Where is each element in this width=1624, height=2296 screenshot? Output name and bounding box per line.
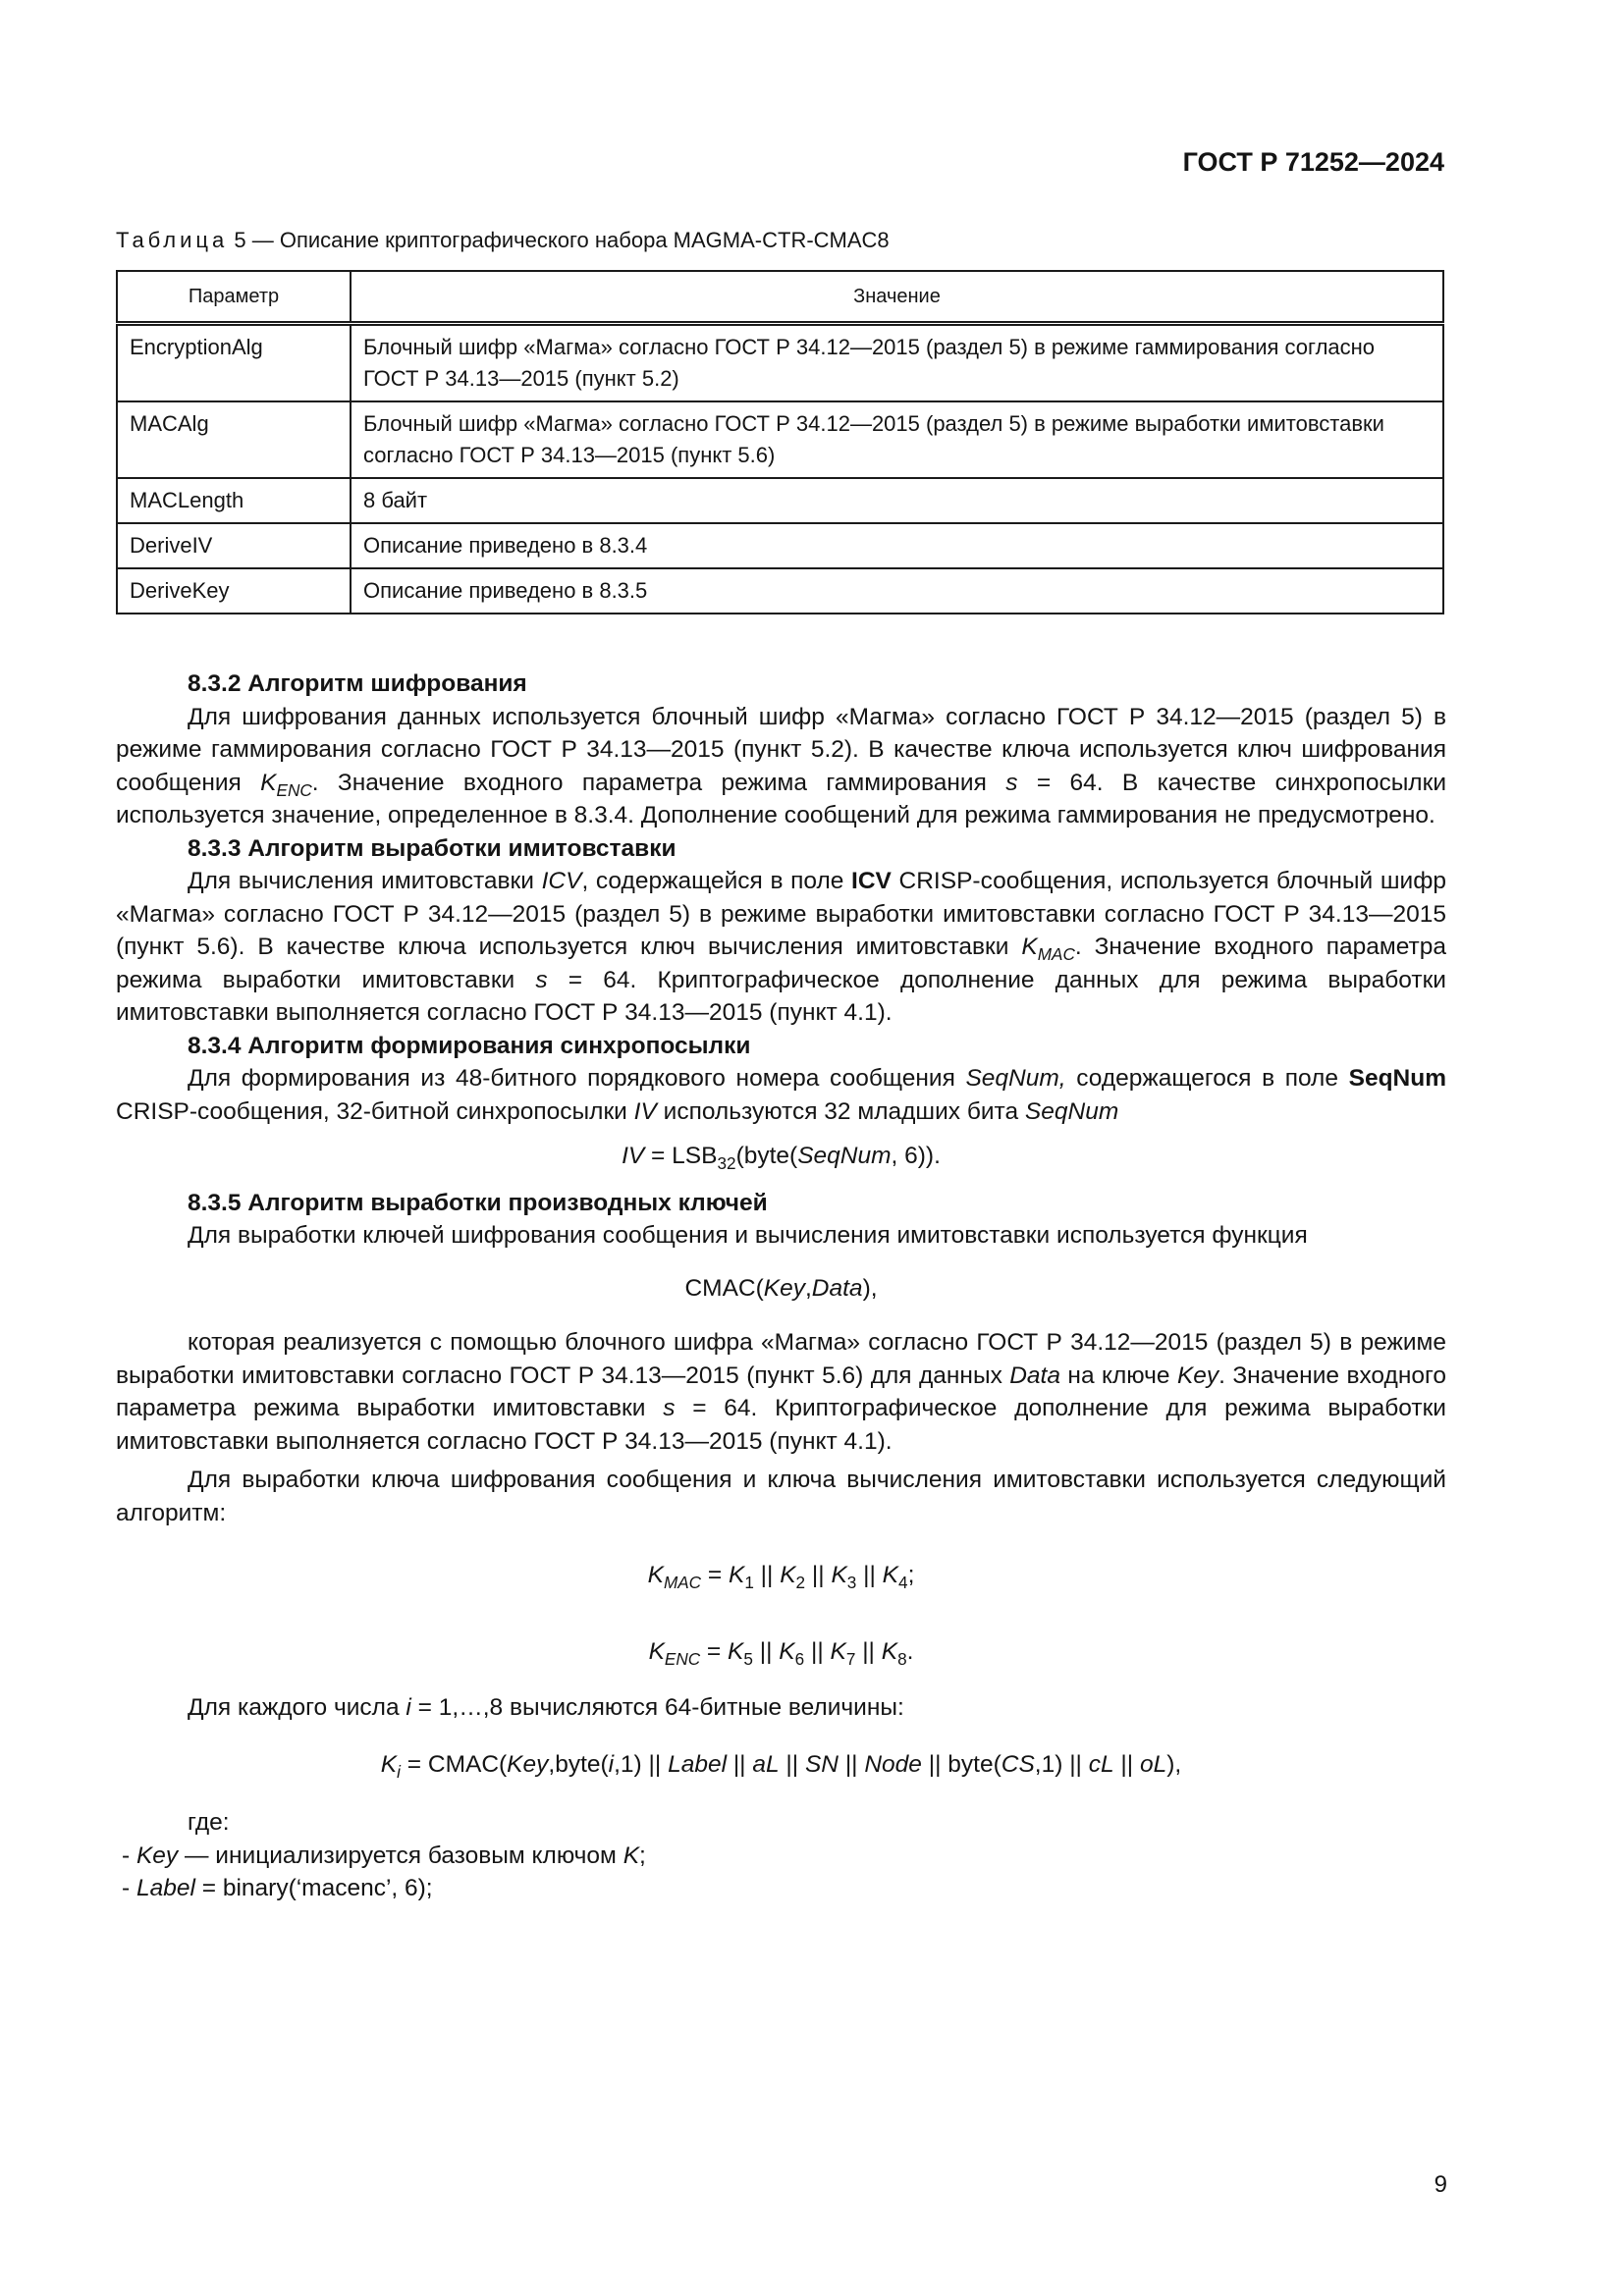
- text: используются 32 младших бита: [656, 1097, 1025, 1125]
- text: . Значение входного параметра режима выработки имитовставки: [116, 934, 1447, 993]
- text: = LSB: [644, 1143, 718, 1169]
- var-cl: cL: [1088, 1750, 1114, 1778]
- var-k: K: [260, 769, 277, 796]
- var-k: K: [882, 1562, 899, 1588]
- text: .: [906, 1637, 914, 1665]
- value-cell: Блочный шифр «Магма» согласно ГОСТ Р 34.12—2015 (раздел 5) в режиме гаммирования согласно ГОСТ Р 34.13—2015 (пункт 5.2): [351, 324, 1443, 402]
- paragraph-encryption: [116, 701, 1446, 832]
- text: = 1,…,8 вычисляются 64-битные величины:: [410, 1694, 904, 1721]
- var-data: Data: [1009, 1362, 1060, 1389]
- text: =: [701, 1562, 729, 1588]
- table-row: [117, 568, 1443, 614]
- subscript: 1: [744, 1573, 754, 1592]
- var-k: K: [830, 1637, 846, 1665]
- var-k: K: [728, 1562, 745, 1588]
- var-key: Key: [135, 1842, 179, 1869]
- var-k: K: [881, 1637, 898, 1665]
- subscript: 3: [846, 1573, 857, 1592]
- var-k: K: [647, 1562, 664, 1588]
- text: CRISP-сообщения, 32-битной синхропосылки: [116, 1097, 634, 1125]
- subscript: ENC: [276, 779, 312, 800]
- text: Для шифрования данных используется блочный шифр «Магма» согласно ГОСТ Р 34.12—2015 (раздел 5) в режиме гаммирования согласно ГОСТ Р 34.13—2015 (пункт 5.2). В качестве ключа используется ключ шифрования сообщения: [116, 703, 1446, 796]
- var-k: K: [779, 1637, 795, 1665]
- var-icv: ICV: [541, 868, 582, 894]
- parameters-table: [116, 270, 1444, 614]
- text: CMAC(: [684, 1274, 764, 1302]
- paragraph-algorithm: Для выработки ключа шифрования сообщения и ключа вычисления имитовставки используется следующий алгоритм:: [116, 1467, 1446, 1526]
- var-key: Key: [763, 1274, 805, 1302]
- text: на ключе: [1060, 1362, 1177, 1389]
- text: ;: [907, 1562, 915, 1588]
- text: -: [122, 1842, 136, 1869]
- var-k: K: [831, 1562, 847, 1588]
- text: — инициализируется базовым ключом: [178, 1842, 623, 1869]
- text: . Значение входного параметра режима гаммирования: [311, 769, 1006, 796]
- subscript: 8: [897, 1648, 907, 1669]
- list-item: [116, 1872, 1446, 1905]
- text: ||: [855, 1637, 882, 1665]
- table-row: [117, 401, 1443, 478]
- formula-cmac: [116, 1272, 1446, 1306]
- paragraph-cmac-desc: [116, 1326, 1446, 1458]
- formula-kmac: [116, 1559, 1446, 1592]
- value-cell: Описание приведено в 8.3.5: [351, 568, 1443, 614]
- subscript: 2: [795, 1573, 806, 1592]
- text: CRISP-сообщения, используется блочный шифр «Магма» согласно ГОСТ Р 34.12—2015 (раздел 5) в режиме выработки имитовставки согласно ГОСТ Р 34.13—2015 (пункт 5.6). В качестве ключа используется ключ вычисления имитовставки: [116, 868, 1446, 960]
- text: ||: [752, 1637, 780, 1665]
- table-caption-word: Таблица: [116, 228, 229, 252]
- table-row: [117, 324, 1443, 402]
- var-data: Data: [811, 1274, 863, 1302]
- subscript: ENC: [664, 1648, 701, 1669]
- subscript: 32: [717, 1153, 736, 1173]
- subscript: i: [397, 1761, 401, 1782]
- var-s: s: [663, 1395, 676, 1421]
- text: ),: [862, 1274, 878, 1302]
- var-seqnum: SeqNum,: [965, 1065, 1066, 1092]
- var-sn: SN: [804, 1750, 839, 1778]
- var-i: i: [406, 1694, 411, 1721]
- var-iv: IV: [633, 1097, 657, 1125]
- section-heading-8-3-2: 8.3.2 Алгоритм шифрования: [188, 670, 527, 697]
- text: ,1) ||: [614, 1750, 669, 1778]
- document-body: [116, 667, 1446, 1905]
- text: ||: [856, 1562, 883, 1588]
- column-header-parameter: Параметр: [117, 271, 351, 324]
- subscript: 7: [845, 1648, 856, 1669]
- param-cell: DeriveKey: [117, 568, 351, 614]
- text: || byte(: [921, 1750, 1001, 1778]
- text: , содержащейся в поле: [581, 868, 852, 894]
- subscript: 5: [743, 1648, 753, 1669]
- subscript: 6: [794, 1648, 805, 1669]
- subscript: 4: [898, 1573, 908, 1592]
- text: ,1) ||: [1034, 1750, 1089, 1778]
- param-cell: DeriveIV: [117, 523, 351, 568]
- text: ),: [1166, 1750, 1182, 1778]
- table-row: [117, 478, 1443, 523]
- formula-iv: [116, 1140, 1446, 1173]
- text: , 6)).: [891, 1143, 941, 1169]
- text: Для вычисления имитовставки: [188, 868, 542, 894]
- text: -: [122, 1875, 136, 1901]
- var-ol: oL: [1139, 1750, 1167, 1778]
- var-cs: CS: [1001, 1750, 1035, 1778]
- text: Для формирования из 48-битного порядкового номера сообщения: [188, 1065, 966, 1092]
- document-number: ГОСТ Р 71252—2024: [1182, 147, 1444, 177]
- var-seqnum: SeqNum: [1024, 1097, 1119, 1125]
- table-caption: [116, 228, 890, 253]
- text: ,byte(: [548, 1750, 609, 1778]
- var-label: Label: [135, 1875, 195, 1901]
- paragraph-derive-intro: Для выработки ключей шифрования сообщения и вычисления имитовставки используется функция: [188, 1222, 1308, 1249]
- text: ||: [839, 1750, 865, 1778]
- text: (byte(: [735, 1143, 798, 1169]
- table-caption-text: 5 — Описание криптографического набора MAGMA-CTR-CMAC8: [228, 228, 890, 252]
- formula-ki: [116, 1748, 1446, 1782]
- value-cell: Блочный шифр «Магма» согласно ГОСТ Р 34.12—2015 (раздел 5) в режиме выработки имитовставки согласно ГОСТ Р 34.13—2015 (пункт 5.6): [351, 401, 1443, 478]
- var-k: K: [623, 1842, 640, 1869]
- text: ||: [804, 1637, 831, 1665]
- text: = 64. Криптографическое дополнение для режима выработки имитовставки выполняется согласно ГОСТ Р 34.13—2015 (пункт 4.1).: [116, 1395, 1446, 1455]
- list-item: [116, 1840, 1446, 1873]
- paragraph-iv: [116, 1062, 1446, 1128]
- var-k: K: [780, 1562, 796, 1588]
- var-k: K: [1021, 934, 1038, 960]
- var-s: s: [1005, 769, 1018, 796]
- subscript: MAC: [663, 1573, 702, 1592]
- var-k: K: [728, 1637, 744, 1665]
- formula-kenc: [116, 1635, 1446, 1669]
- var-i: i: [608, 1750, 615, 1778]
- text: = CMAC(: [400, 1750, 508, 1778]
- var-s: s: [535, 966, 548, 993]
- section-heading-8-3-5: 8.3.5 Алгоритм выработки производных ключей: [188, 1189, 768, 1216]
- text: ;: [639, 1842, 646, 1869]
- var-seqnum: SeqNum: [797, 1143, 892, 1169]
- param-cell: MACAlg: [117, 401, 351, 478]
- text: . Значение входного параметра режима выработки имитовставки: [116, 1362, 1446, 1421]
- var-k: K: [380, 1750, 398, 1778]
- var-node: Node: [864, 1750, 922, 1778]
- subscript: MAC: [1037, 944, 1075, 964]
- text: которая реализуется с помощью блочного шифра «Магма» согласно ГОСТ Р 34.12—2015 (раздел 5) в режиме выработки имитовставки согласно ГОСТ Р 34.13—2015 (пункт 5.6) для данных: [116, 1329, 1446, 1389]
- paragraph-each-i: [116, 1691, 1446, 1725]
- var-label: Label: [668, 1750, 728, 1778]
- text: =: [700, 1637, 729, 1665]
- section-heading-8-3-4: 8.3.4 Алгоритм формирования синхропосылки: [188, 1032, 751, 1059]
- var-k: K: [648, 1637, 665, 1665]
- text: = 64. В качестве синхропосылки используется значение, определенное в 8.3.4. Дополнение сообщений для режима гаммирования не предусмотрено.: [116, 769, 1447, 828]
- paragraph-mac: [116, 865, 1446, 1030]
- param-cell: EncryptionAlg: [117, 324, 351, 402]
- where-label: где:: [188, 1809, 230, 1836]
- text: = 64. Криптографическое дополнение данных для режима выработки имитовставки выполняется согласно ГОСТ Р 34.13—2015 (пункт 4.1).: [116, 966, 1446, 1026]
- text: ,: [804, 1274, 812, 1302]
- text: ||: [779, 1750, 805, 1778]
- value-cell: Описание приведено в 8.3.4: [351, 523, 1443, 568]
- text: ||: [753, 1562, 781, 1588]
- var-key: Key: [1176, 1362, 1219, 1389]
- text: содержащегося в поле: [1065, 1065, 1349, 1092]
- page-number: 9: [1434, 2171, 1447, 2198]
- var-key: Key: [507, 1750, 549, 1778]
- field-icv: ICV: [851, 868, 892, 894]
- var-iv: IV: [622, 1143, 645, 1169]
- text: ||: [1113, 1750, 1140, 1778]
- field-seqnum: SeqNum: [1348, 1065, 1446, 1092]
- table-header-row: [117, 271, 1443, 324]
- var-al: aL: [752, 1750, 780, 1778]
- param-cell: MACLength: [117, 478, 351, 523]
- table-row: [117, 523, 1443, 568]
- section-heading-8-3-3: 8.3.3 Алгоритм выработки имитовставки: [188, 834, 677, 862]
- column-header-value: Значение: [351, 271, 1443, 324]
- text: ||: [805, 1562, 832, 1588]
- text: ||: [727, 1750, 753, 1778]
- text: Для каждого числа: [188, 1694, 406, 1721]
- value-cell: 8 байт: [351, 478, 1443, 523]
- text: = binary(‘macenc’, 6);: [194, 1875, 433, 1901]
